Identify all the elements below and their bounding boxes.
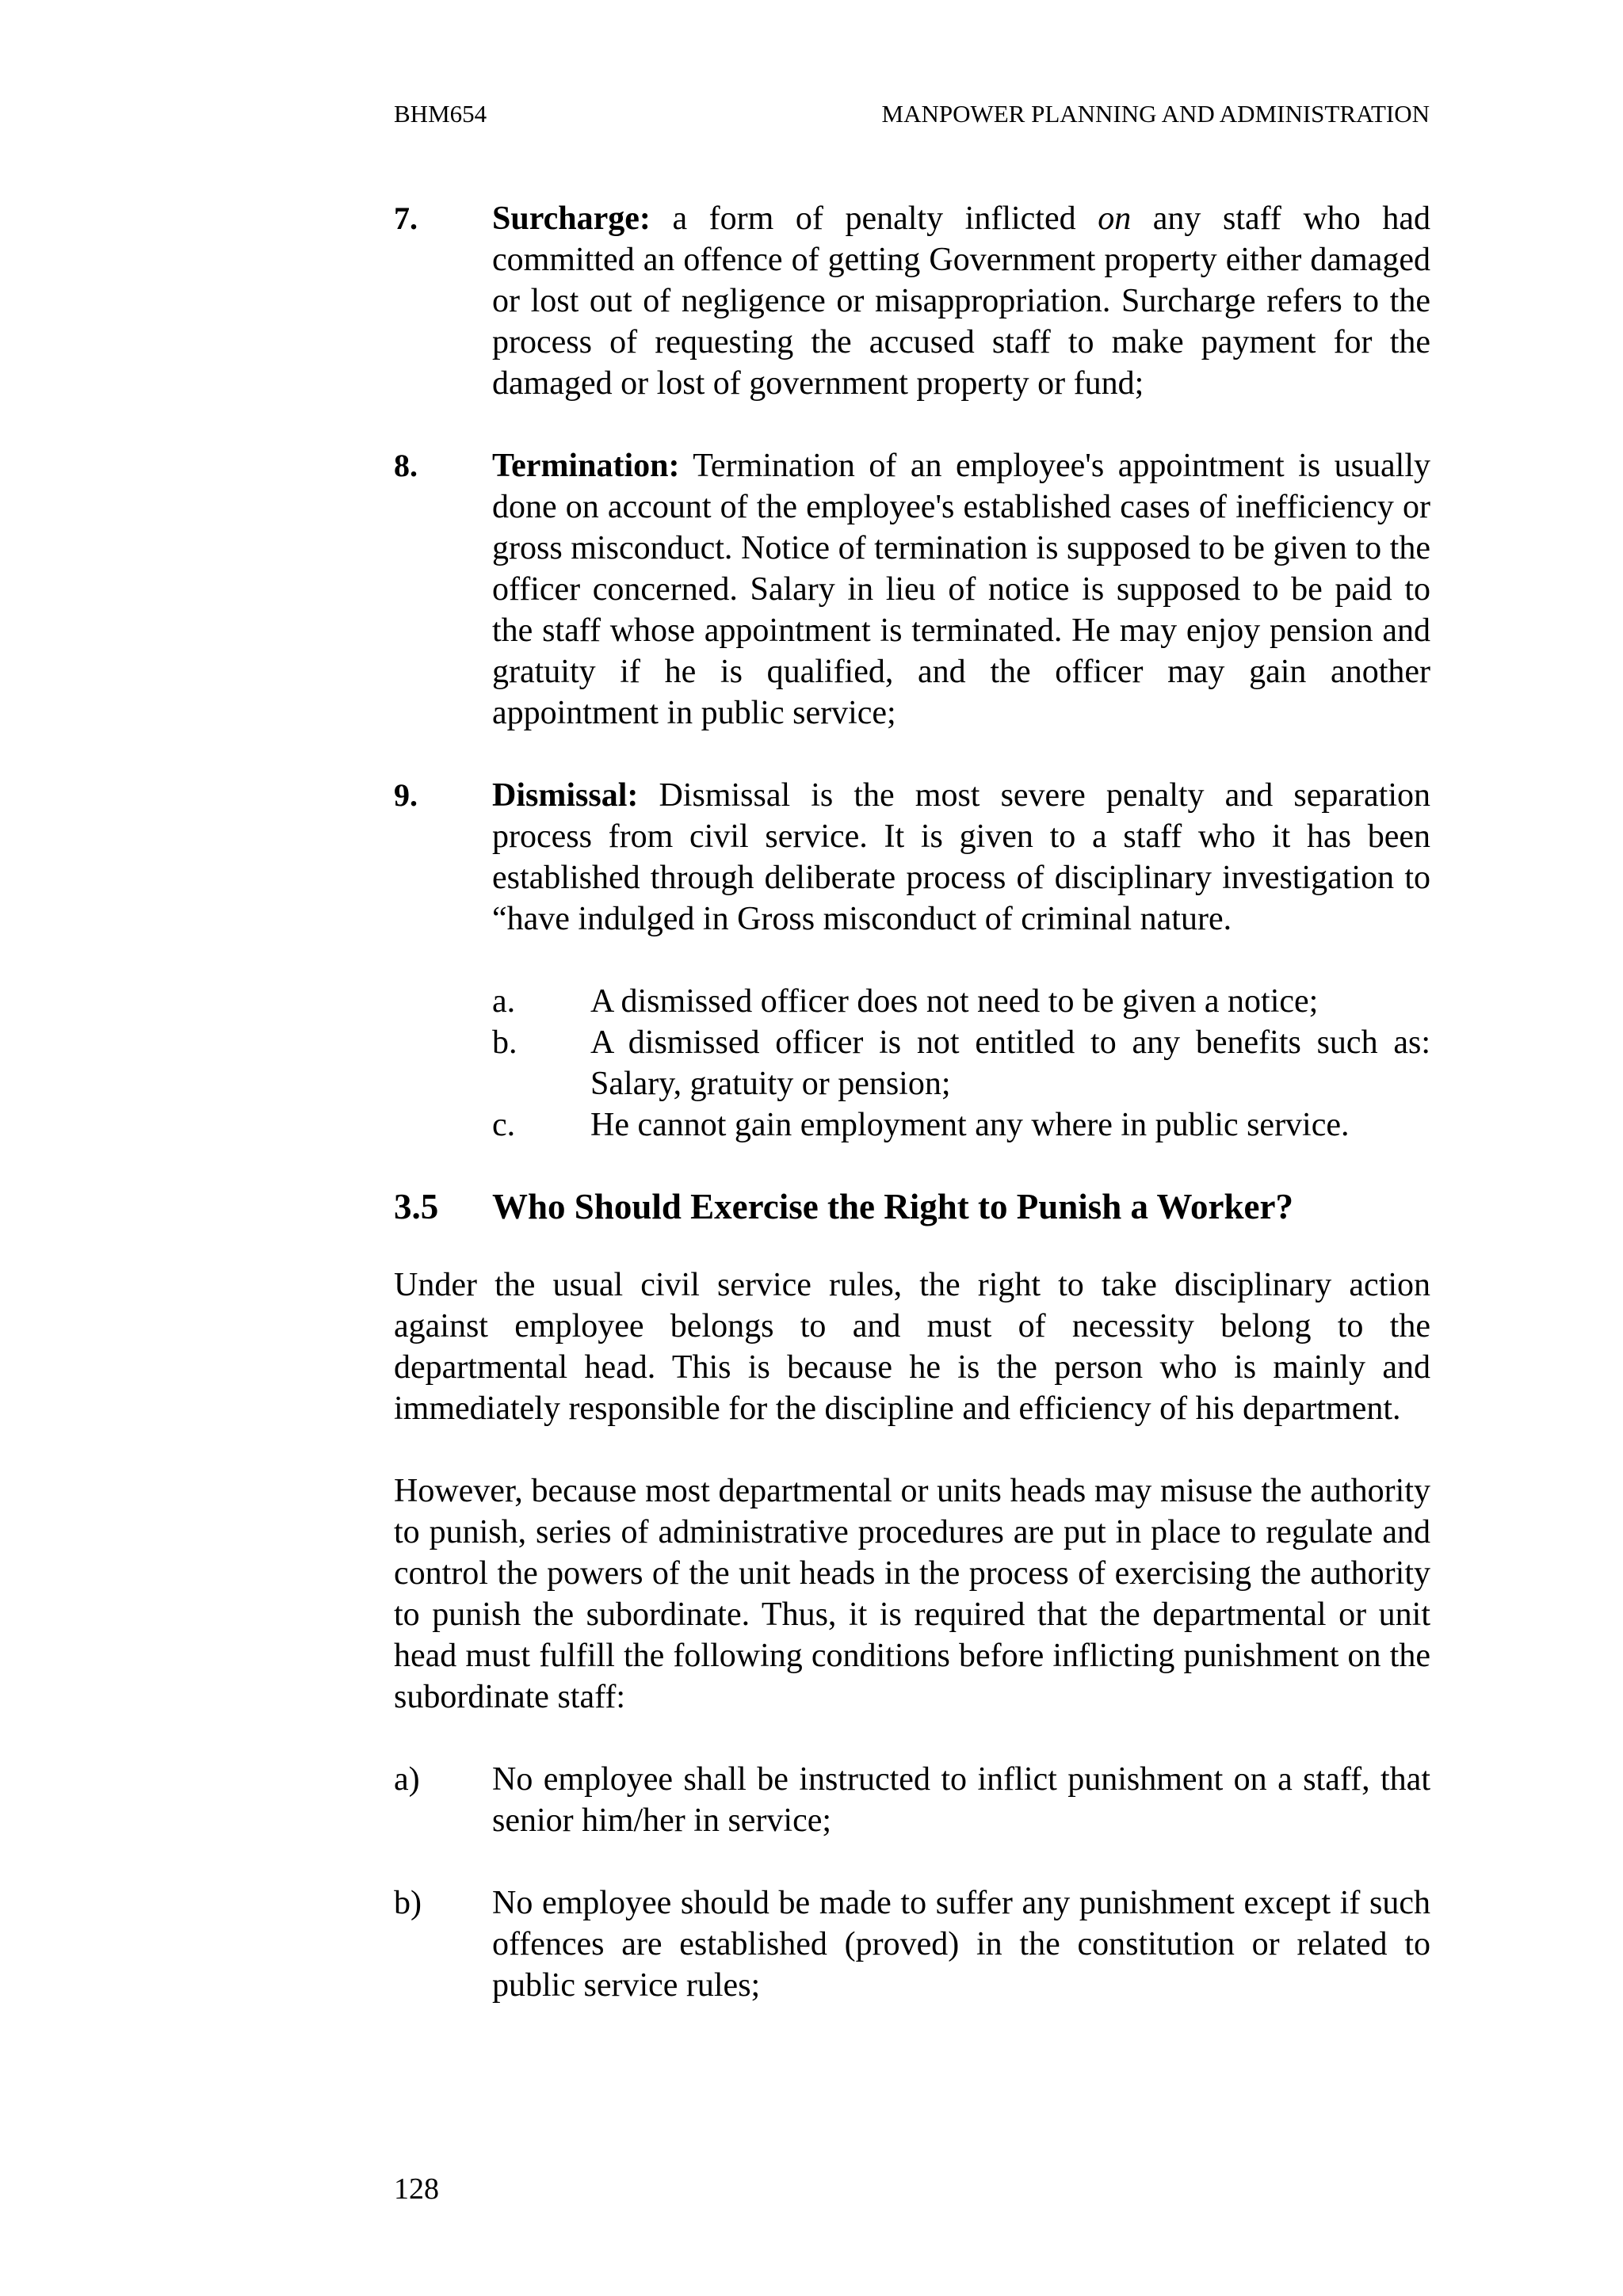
sub-item (492, 981, 1430, 1022)
sub-item-text: A dismissed officer is not entitled to any benefits such as: Salary, gratuity or pension; (590, 1024, 1430, 1102)
paragraph: Under the usual civil service rules, the right to take disciplinary action against employee belongs to and must of necessity belong to the departmental head. This is because he is the person who is mainly and immediately responsible for the discipline and efficiency of his department. (394, 1267, 1430, 1427)
condition-label: b) (394, 1885, 422, 1921)
item-term: Dismissal: (492, 777, 639, 814)
item-term: Termination: (492, 448, 680, 484)
condition-label: a) (394, 1761, 420, 1798)
dismissal-subitems (394, 981, 1430, 1146)
sub-item-label: c. (492, 1107, 516, 1143)
running-header-course-code: BHM654 (394, 100, 487, 128)
page-number: 128 (394, 2172, 439, 2206)
item-number: 9. (394, 777, 418, 813)
item-term: Surcharge: (492, 200, 651, 237)
item-text: Surcharge: a form of penalty inflicted on any staff who had committed an offence of getting Government property either damaged or lost out of negligence or misappropriation. Surcharge refers to the process of requesting the accused staff to make payment for the damaged or lost of government property or fund; (492, 200, 1431, 402)
item-text: Dismissal: Dismissal is the most severe penalty and separation process from civil service. It is given to a staff who it has been established through deliberate process of disciplinary investigation to “have indulged in Gross misconduct of criminal nature. (492, 777, 1430, 937)
section-number: 3.5 (394, 1187, 439, 1226)
running-header-course-title: MANPOWER PLANNING AND ADMINISTRATION (881, 100, 1430, 128)
sub-item (492, 1022, 1430, 1104)
sub-item-label: a. (492, 983, 516, 1020)
sub-item-label: b. (492, 1024, 517, 1061)
section-heading (394, 1184, 1430, 1230)
section-title: Who Should Exercise the Right to Punish a Worker? (492, 1187, 1293, 1226)
condition-text: No employee shall be instructed to inflict punishment on a staff, that senior him/her in service; (492, 1761, 1430, 1839)
item-number: 8. (394, 448, 418, 483)
sub-item (492, 1104, 1430, 1146)
item-number: 7. (394, 200, 418, 236)
condition-item (394, 1882, 1430, 2006)
list-item-termination (394, 445, 1430, 734)
sub-item-text: A dismissed officer does not need to be given a notice; (590, 983, 1319, 1020)
condition-item (394, 1759, 1430, 1841)
sub-item-text: He cannot gain employment any where in public service. (590, 1107, 1350, 1143)
list-item-dismissal (394, 775, 1430, 940)
page-content (394, 198, 1430, 2006)
item-text: Termination: Termination of an employee's appointment is usually done on account of the employee's established cases of inefficiency or gross misconduct. Notice of termination is supposed to be given to the officer concerned. Salary in lieu of notice is supposed to be paid to the staff whose appointment is terminated. He may enjoy pension and gratuity if he is qualified, and the officer may gain another appointment in public service; (492, 448, 1430, 731)
italic-word: on (1098, 200, 1132, 237)
paragraph: However, because most departmental or units heads may misuse the authority to punish, series of administrative procedures are put in place to regulate and control the powers of the unit heads in the process of exercising the authority to punish the subordinate. Thus, it is required that the departmental or unit head must fulfill the following conditions before inflicting punishment on the subordinate staff: (394, 1473, 1430, 1715)
list-item-surcharge (394, 198, 1430, 404)
condition-text: No employee should be made to suffer any punishment except if such offences are established (proved) in the constitution or related to public service rules; (492, 1885, 1430, 2004)
